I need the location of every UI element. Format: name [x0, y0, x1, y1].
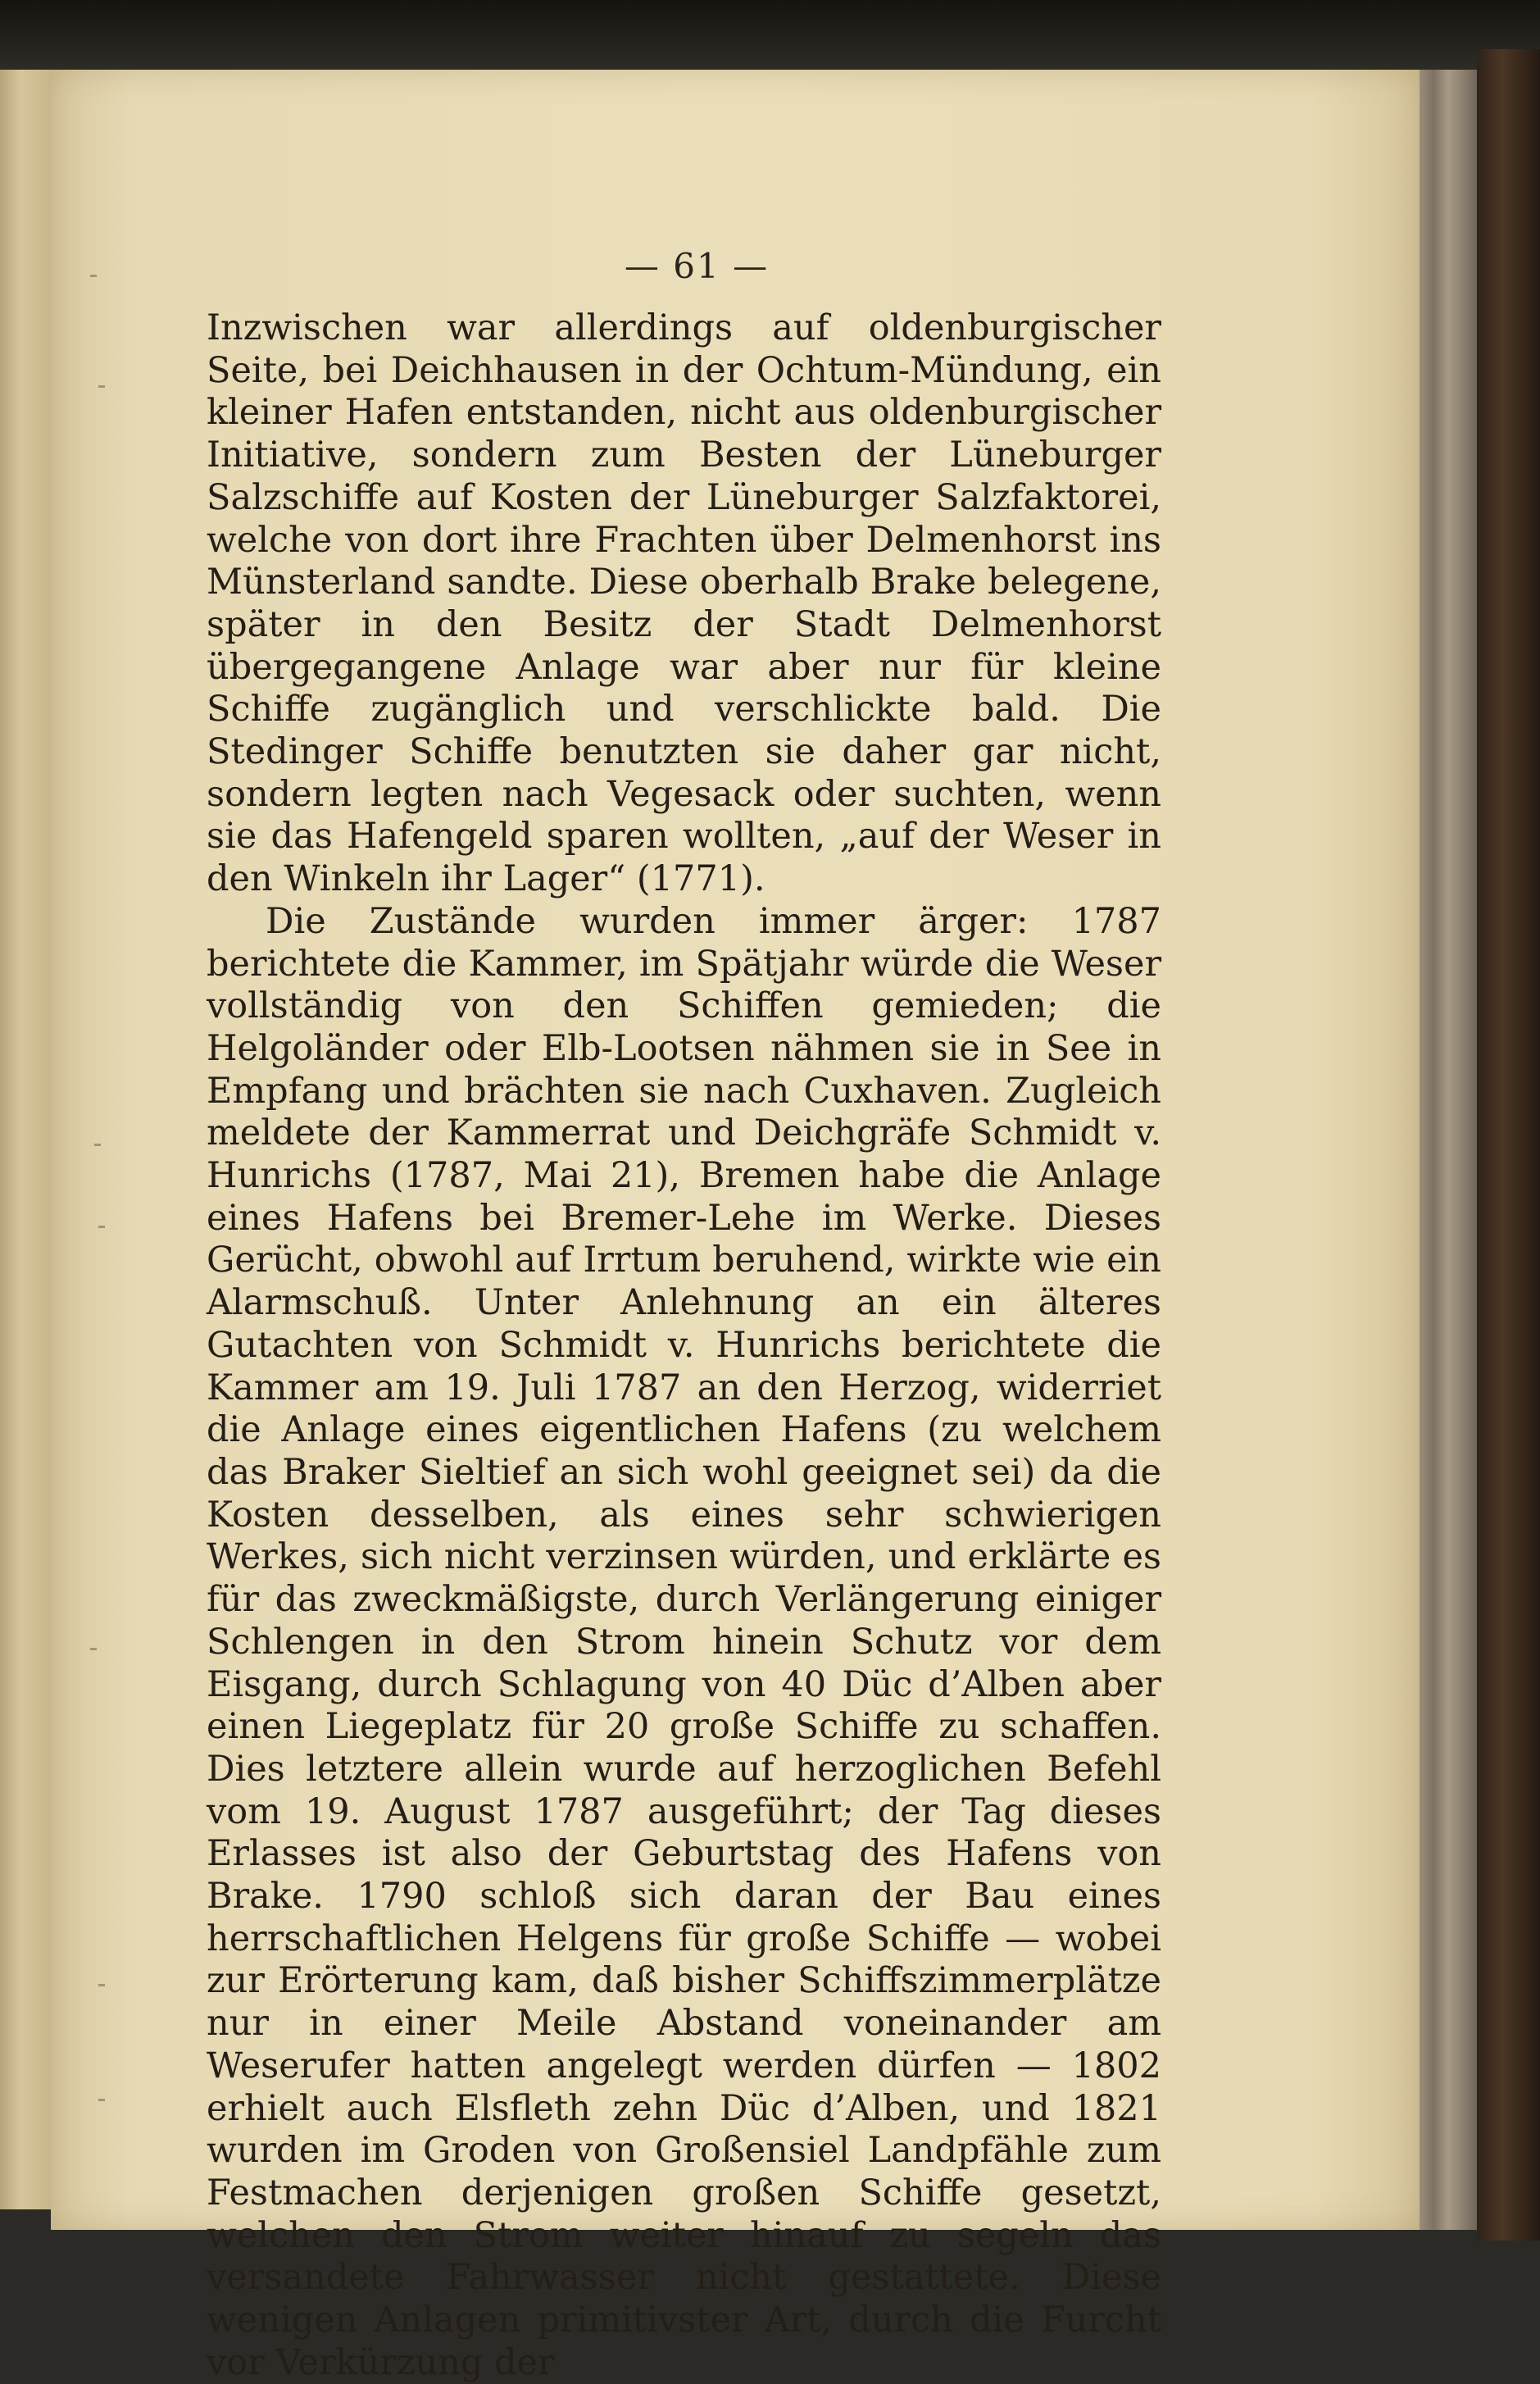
book-binding — [1477, 49, 1540, 2241]
margin-mark — [90, 275, 97, 277]
margin-mark — [98, 385, 105, 388]
paragraph-2: Die Zustände wurden immer ärger: 1787 berichtete die Kammer, im Spätjahr würde die Weser vollständig von den Schiffen gemieden; die Helgoländer oder Elb-Lootsen nähmen sie in See in Empfang und brächten sie nach Cuxhaven. Zugleich meldete der Kammerrat und Deichgräfe Schmidt v. Hunrichs (1787, Mai 21), Bremen habe die Anlage eines Hafens bei Bremer-Lehe im Werke. Dieses Gerücht, obwohl auf Irrtum beruhend, wirkte wie ein Alarmschuß. Unter Anlehnung an ein älteres Gutachten von Schmidt v. Hunrichs berichtete die Kammer am 19. Juli 1787 an den Herzog, widerriet die Anlage eines eigentlichen Hafens (zu welchem das Braker Sieltief an sich wohl geeignet sei) da die Kosten desselben, als eines sehr schwierigen Werkes, sich nicht verzinsen würden, und erklärte es für das zweckmäßigste, durch Verlängerung einiger Schlengen in den Strom hinein Schutz vor dem Eisgang, durch Schlagung von 40 Düc d’Alben aber einen Liegeplatz für 20 große Schiffe zu schaffen. Dies letztere allein wurde auf herzoglichen Befehl vom 19. August 1787 ausgeführt; der Tag dieses Erlasses ist also der Geburtstag des Hafens von Brake. 1790 schloß sich daran der Bau eines herrschaftlichen Helgens für große Schiffe — wobei zur Erörterung kam, daß bisher Schiffszimmerplätze nur in einer Meile Abstand voneinander am Weserufer hatten angelegt werden dürfen — 1802 erhielt auch Elsfleth zehn Düc d’Alben, und 1821 wurden im Groden von Großensiel Landpfähle zum Festmachen derjenigen großen Schiffe gesetzt, welchen den Strom weiter hinauf zu segeln das versandete Fahrwasser nicht gestattete. Diese wenigen Anlagen primitivster Art, durch die Furcht vor Verkürzung der — [207, 900, 1161, 2383]
margin-mark — [98, 1226, 105, 1228]
margin-mark — [90, 1648, 97, 1650]
page-body-text — [207, 307, 1161, 2384]
page-number-header: — 61 — — [624, 246, 770, 286]
page-stack-edge — [1420, 70, 1477, 2230]
margin-mark — [94, 1144, 101, 1146]
margin-mark — [98, 2099, 105, 2101]
paragraph-1: Inzwischen war allerdings auf oldenburgischer Seite, bei Deichhausen in der Ochtum-Mündung, ein kleiner Hafen entstanden, nicht aus oldenburgischer Initiative, sondern zum Besten der Lüneburger Salzschiffe auf Kosten der Lüneburger Salzfaktorei, welche von dort ihre Frachten über Delmenhorst ins Münsterland sandte. Diese oberhalb Brake belegene, später in den Besitz der Stadt Delmenhorst übergegangene Anlage war aber nur für kleine Schiffe zugänglich und verschlickte bald. Die Stedinger Schiffe benutzten sie daher gar nicht, sondern legten nach Vegesack oder suchten, wenn sie das Hafengeld sparen wollten, „auf der Weser in den Winkeln ihr Lager“ (1771). — [207, 307, 1161, 900]
left-page-edge — [0, 70, 52, 2209]
margin-mark — [98, 1984, 105, 1986]
